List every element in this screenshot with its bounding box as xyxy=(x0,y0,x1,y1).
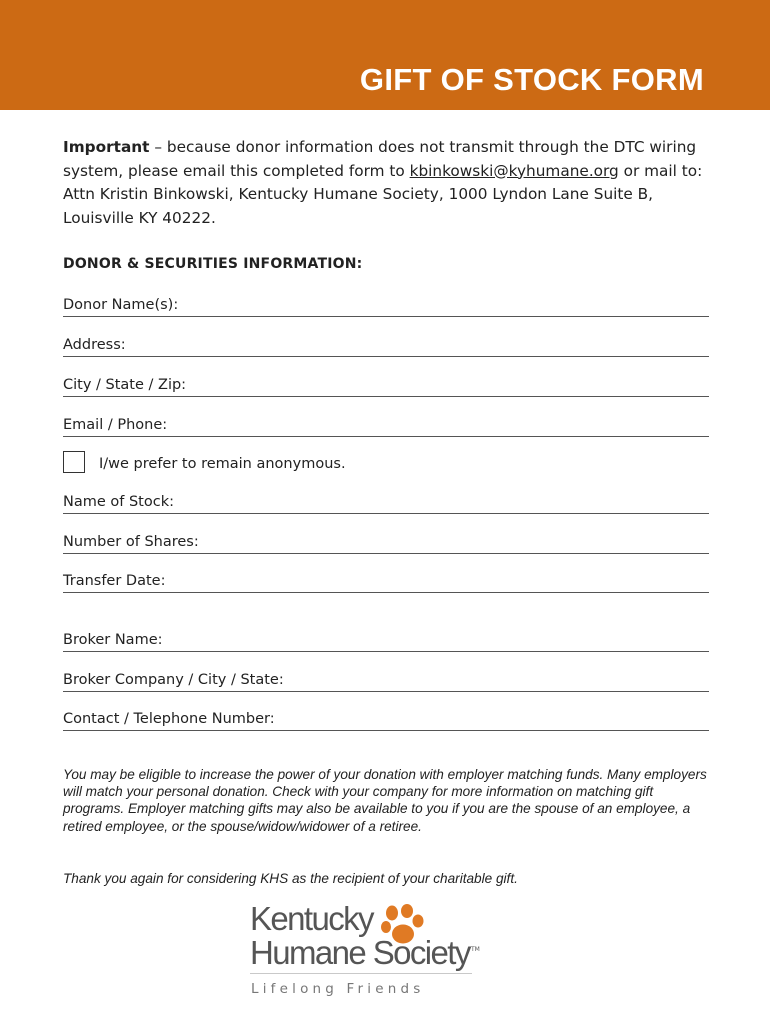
anonymous-row xyxy=(63,451,709,477)
paw-toe-3 xyxy=(413,915,424,928)
email-link[interactable]: kbinkowski@kyhumane.org xyxy=(409,161,619,180)
stock-name-label: Name of Stock: xyxy=(63,494,174,510)
broker-name-field[interactable] xyxy=(63,627,709,652)
address-label: Address: xyxy=(63,337,126,353)
email-phone-field[interactable] xyxy=(63,412,709,437)
city-state-zip-label: City / State / Zip: xyxy=(63,377,187,393)
email-phone-label: Email / Phone: xyxy=(63,417,168,433)
intro-text-2: or mail to: Attn Kristin Binkowski, Kentucky Humane Society, 1000 Lyndon Lane Suite B, Louisville KY 40222. xyxy=(63,161,703,227)
logo-trademark: TM xyxy=(471,946,480,953)
logo-tagline: Lifelong Friends xyxy=(251,981,425,997)
important-label: Important xyxy=(63,138,150,156)
paw-toe-1 xyxy=(386,906,398,921)
broker-company-label: Broker Company / City / State: xyxy=(63,672,284,688)
anonymous-label: I/we prefer to remain anonymous. xyxy=(99,456,346,472)
section-title: DONOR & SECURITIES INFORMATION: xyxy=(63,256,363,272)
stock-name-field[interactable] xyxy=(63,489,709,514)
broker-company-field[interactable] xyxy=(63,667,709,692)
anonymous-checkbox[interactable] xyxy=(63,451,85,473)
donor-name-label: Donor Name(s): xyxy=(63,297,179,313)
intro-text-1: – because donor information does not transmit through the DTC wiring system, please email this completed form to xyxy=(63,138,697,180)
contact-phone-label: Contact / Telephone Number: xyxy=(63,711,275,727)
header-bar xyxy=(0,0,770,110)
logo-line-2: Humane Society xyxy=(250,934,470,971)
intro-paragraph xyxy=(63,136,713,230)
form-title: GIFT OF STOCK FORM xyxy=(359,62,704,97)
donor-name-field[interactable] xyxy=(63,292,709,317)
transfer-date-label: Transfer Date: xyxy=(63,573,166,589)
shares-label: Number of Shares: xyxy=(63,534,199,550)
khs-logo xyxy=(240,902,500,1010)
address-field[interactable] xyxy=(63,332,709,357)
thanks-note: Thank you again for considering KHS as the recipient of your charitable gift. xyxy=(63,871,518,886)
transfer-date-field[interactable] xyxy=(63,568,709,593)
shares-field[interactable] xyxy=(63,529,709,554)
city-state-zip-field[interactable] xyxy=(63,372,709,397)
paw-toe-2 xyxy=(401,904,413,918)
logo-line-1: Kentucky xyxy=(250,900,373,937)
paw-toe-4 xyxy=(381,921,391,933)
logo-divider xyxy=(250,973,472,974)
broker-name-label: Broker Name: xyxy=(63,632,163,648)
matching-note: You may be eligible to increase the power of your donation with employer matching funds. Many employers will match your personal donation. Check with your company for more information on matching gift programs. Employer matching gifts may also be available to you if you are the spouse of an employee, a retired employee, or the spouse/widow/widower of a retiree. xyxy=(63,767,707,834)
contact-phone-field[interactable] xyxy=(63,706,709,731)
